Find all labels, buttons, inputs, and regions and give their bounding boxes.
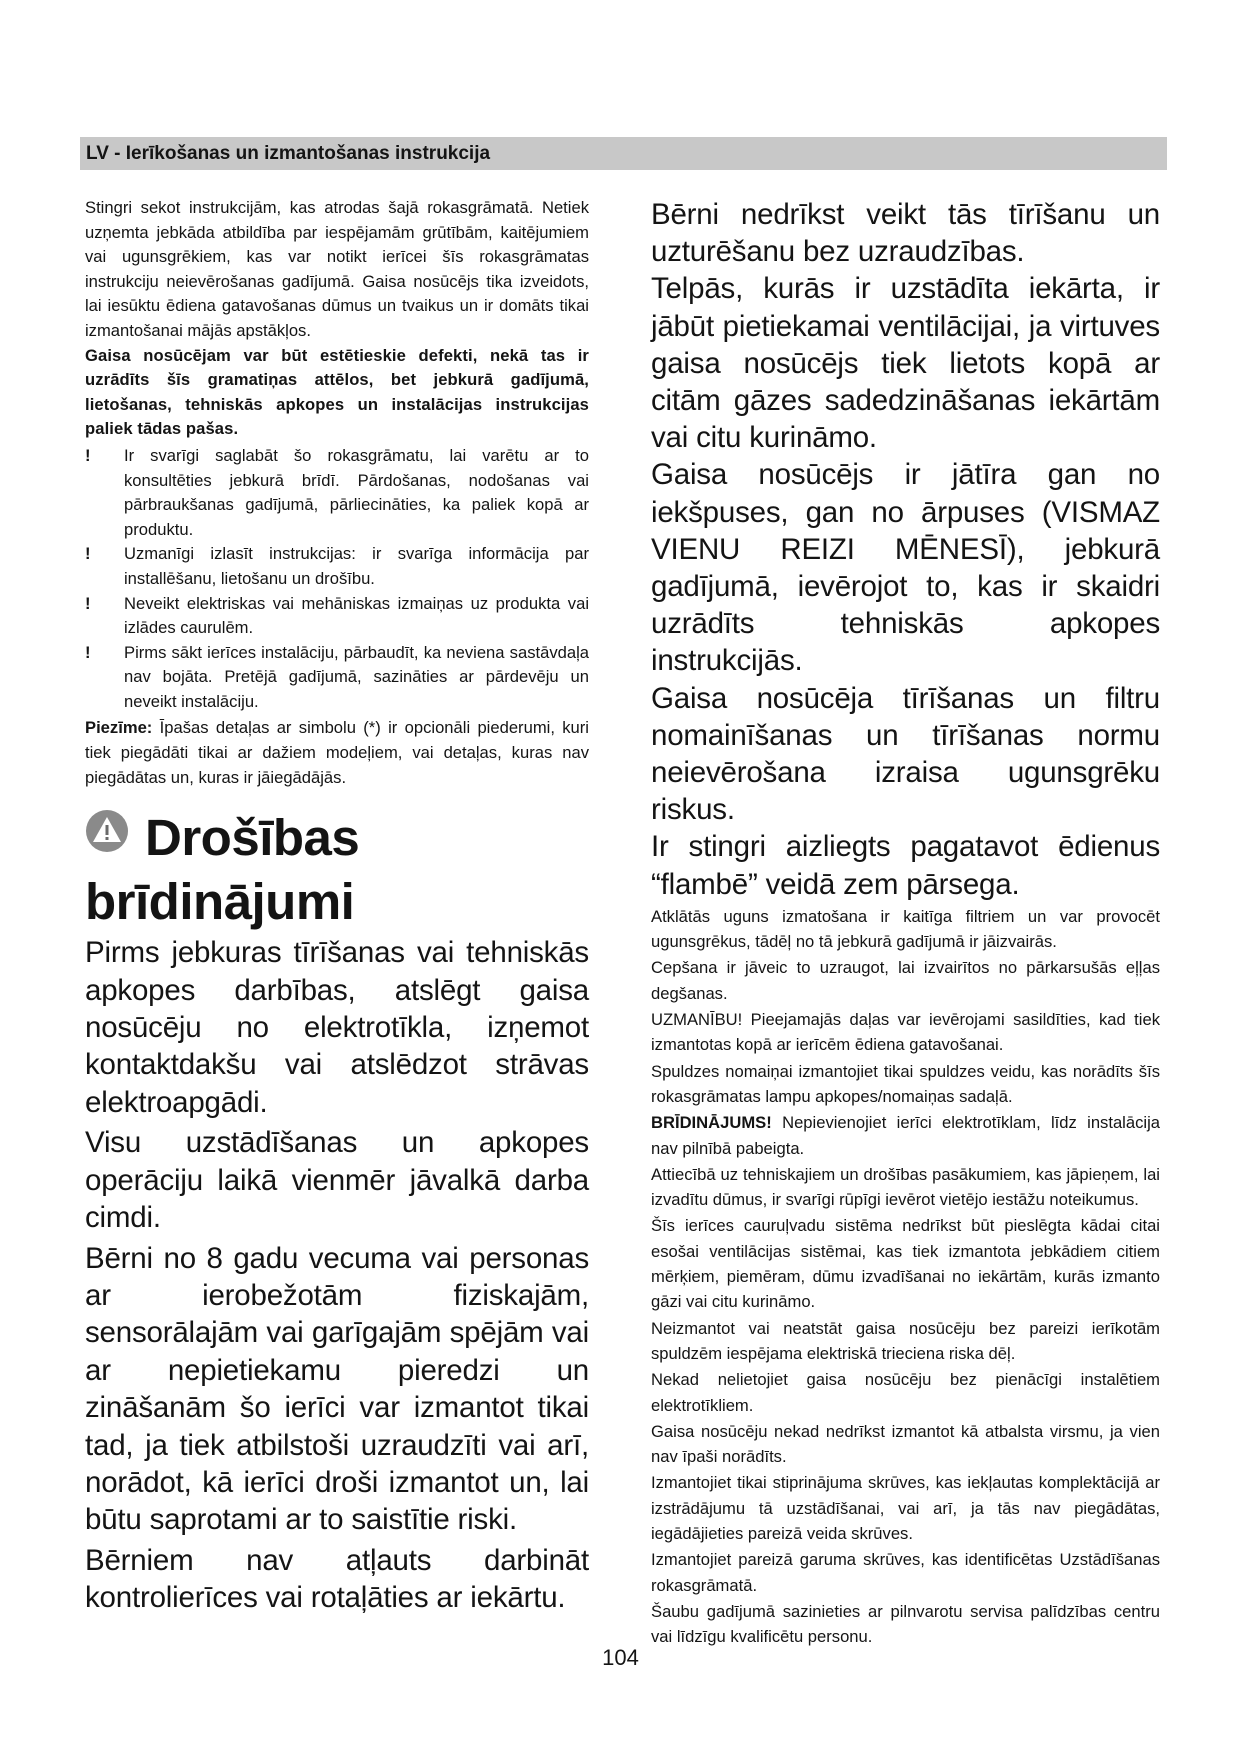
small-paragraph: UZMANĪBU! Pieejamajās daļas var ievērojami sasildīties, kad tiek izmantotas kopā ar ierīcēm ēdiena gatavošanai. <box>651 1010 1160 1055</box>
large-paragraph: Visu uzstādīšanas un apkopes operāciju laikā vienmēr jāvalkā darba cimdi. <box>85 1126 589 1235</box>
small-paragraph: Spuldzes nomaiņai izmantojiet tikai spuldzes veidu, kas norādīts šīs rokasgrāmatas lampu apkopes/nomaiņas sadaļā. <box>651 1061 1160 1106</box>
exclamation-icon: ! <box>85 642 91 662</box>
exclamation-icon: ! <box>85 544 91 564</box>
warning-text: Pirms sākt ierīces instalāciju, pārbaudīt, ka neviena sastāvdaļa nav bojāta. Pretējā gadījumā, sazināties ar pārdevēju un neveikt instalāciju. <box>124 642 589 711</box>
large-paragraph: Gaisa nosūcēja tīrīšanas un filtru nomainīšanas un tīrīšanas normu neievērošana izraisa ugunsgrēku riskus. <box>651 681 1160 827</box>
warning-label: BRĪDINĀJUMS! <box>651 1113 772 1133</box>
small-paragraph: Nekad nelietojiet gaisa nosūcēju bez pienācīgi instalētiem elektrotīkliem. <box>651 1370 1160 1415</box>
small-paragraph: Neizmantot vai neatstāt gaisa nosūcēju bez pareizi ierīkotām spuldzēm iespējama elektriskā trieciena riska dēļ. <box>651 1318 1160 1363</box>
note-label: Piezīme: <box>85 718 153 738</box>
warning-text: Uzmanīgi izlasīt instrukcijas: ir svarīga informācija par installēšanu, lietošanu un drošību. <box>124 544 589 588</box>
small-paragraph: Izmantojiet pareizā garuma skrūves, kas identificētas Uzstādīšanas rokasgrāmatā. <box>651 1550 1160 1595</box>
safety-heading <box>85 806 589 934</box>
warning-text: Ir svarīgi saglabāt šo rokasgrāmatu, lai varētu ar to konsultēties jebkurā brīdī. Pārdošanas, nodošanas vai pārbraukšanas gadījumā, pārliecināties, ka paliek kopā ar produktu. <box>124 445 589 539</box>
warning-text: Neveikt elektriskas vai mehāniskas izmaiņas uz produkta vai izlādes caurulēm. <box>124 593 589 638</box>
small-paragraph-text: Nepievienojiet ierīci elektrotīklam, līdz instalācija nav pilnībā pabeigta. <box>651 1113 1160 1158</box>
small-paragraph: Cepšana ir jāveic to uzraugot, lai izvairītos no pārkarsušās eļļas degšanas. <box>651 958 1160 1003</box>
large-paragraph: Bērniem nav atļauts darbināt kontrolierīces vai rotaļāties ar iekārtu. <box>85 1543 589 1615</box>
warning-item <box>85 444 589 542</box>
warning-item <box>85 641 589 715</box>
warning-triangle-icon <box>85 809 129 853</box>
small-paragraph: Attiecībā uz tehniskajiem un drošības pasākumiem, kas jāpieņem, lai izvadītu dūmus, ir svarīgi rūpīgi ievērot vietējo iestāžu noteikumus. <box>651 1164 1160 1210</box>
small-paragraph <box>651 1110 1160 1161</box>
section-title: LV - Ierīkošanas un izmantošanas instrukcija <box>86 143 491 164</box>
small-paragraph: Šīs ierīces cauruļvadu sistēma nedrīkst būt pieslēgta kādai citai esošai ventilācijas sistēmai, kas tiek izmantota jebkādiem citiem mērķiem, piemēram, dūmu izvadīšanai no iekārtām, kurās izmanto gāzi vai citu kurināmo. <box>651 1216 1160 1312</box>
warning-item <box>85 542 589 591</box>
large-paragraph: Telpās, kurās ir uzstādīta iekārta, ir jābūt pietiekamai ventilācijai, ja virtuves gaisa nosūcējs tiek lietots kopā ar citām gāzes sadedzināšanas iekārtām vai citu kurināmo. <box>651 272 1160 455</box>
large-paragraph: Ir stingri aizliegts pagatavot ēdienus “flambē” veidā zem pārsega. <box>651 830 1160 901</box>
warning-item <box>85 592 589 641</box>
small-paragraph: Atklātās uguns izmatošana ir kaitīga filtriem un var provocēt ugunsgrēkus, tādēļ no tā jebkurā gadījumā ir jāizvairās. <box>651 906 1160 952</box>
large-paragraph: Bērni nedrīkst veikt tās tīrīšanu un uzturēšanu bez uzraudzības. <box>651 198 1160 269</box>
exclamation-icon: ! <box>85 445 91 465</box>
small-paragraph: Izmantojiet tikai stiprinājuma skrūves, kas iekļautas komplektācijā ar izstrādājumu tā uzstādīšanai, vai arī, ja tās nav piegādātas, iegādājieties pareizā veida skrūves. <box>651 1473 1160 1543</box>
large-paragraph: Pirms jebkuras tīrīšanas vai tehniskās apkopes darbības, atslēgt gaisa nosūcēju no elektrotīkla, izņemot kontaktdakšu vai atslēdzot strāvas elektroapgādi. <box>85 936 589 1119</box>
warning-list <box>85 444 589 715</box>
safety-heading-text: Drošības brīdinājumi <box>85 809 360 931</box>
intro-paragraph: Stingri sekot instrukcijām, kas atrodas šajā rokasgrāmatā. Netiek uzņemta jebkāda atbildība par iespējamām grūtībām, kaitējumiem vai ugunsgrēkiem, kas var notikt ierīcei šīs rokasgrāmatas instrukciju neievērošanas gadījumā. Gaisa nosūcējs tika izveidots, lai iesūktu ēdiena gatavošanas dūmus un tvaikus un ir domāts tikai izmantošanai mājās apstākļos. <box>85 198 589 340</box>
aesthetic-notice: Gaisa nosūcējam var būt estētieskie defekti, nekā tas ir uzrādīts šīs gramatiņas attēlos, bet jebkurā gadījumā, lietošanas, tehniskās apkopes un instalācijas instrukcijas paliek tādas pašas. <box>85 345 589 439</box>
small-paragraph: Gaisa nosūcēju nekad nedrīkst izmantot kā atbalsta virsmu, ja vien nav īpaši norādīts. <box>651 1421 1160 1467</box>
section-header-bar <box>80 137 1167 170</box>
large-paragraph: Gaisa nosūcējs ir jātīra gan no iekšpuses, gan no ārpuses (VISMAZ VIENU REIZI MĒNESĪ), jebkurā gadījumā, ievērojot to, kas ir skaidri uzrādīts tehniskās apkopes instrukcijās. <box>651 458 1160 678</box>
note-paragraph <box>85 716 589 790</box>
page-number: 104 <box>602 1645 639 1670</box>
note-text: Īpašas detaļas ar simbolu (*) ir opcionāli piederumi, kuri tiek piegādāti tikai ar dažiem modeļiem, vai detaļas, kuras nav piegādātas un, kuras ir jāiegādājās. <box>85 718 589 787</box>
right-column <box>651 196 1160 1649</box>
exclamation-icon: ! <box>85 593 91 613</box>
left-column <box>85 196 589 1617</box>
large-paragraph: Bērni no 8 gadu vecuma vai personas ar ierobežotām fiziskajām, sensorālajām vai garīgajām spējām vai ar nepietiekamu pieredzi un zināšanām šo ierīci var izmantot tikai tad, ja tiek atbilstoši uzraudzīti vai arī, norādot, kā ierīci droši izmantot un, lai būtu saprotami ar to saistītie riski. <box>85 1241 589 1537</box>
small-paragraph: Šaubu gadījumā sazinieties ar pilnvarotu servisa palīdzības centru vai līdzīgu kvalificētu personu. <box>651 1601 1160 1647</box>
